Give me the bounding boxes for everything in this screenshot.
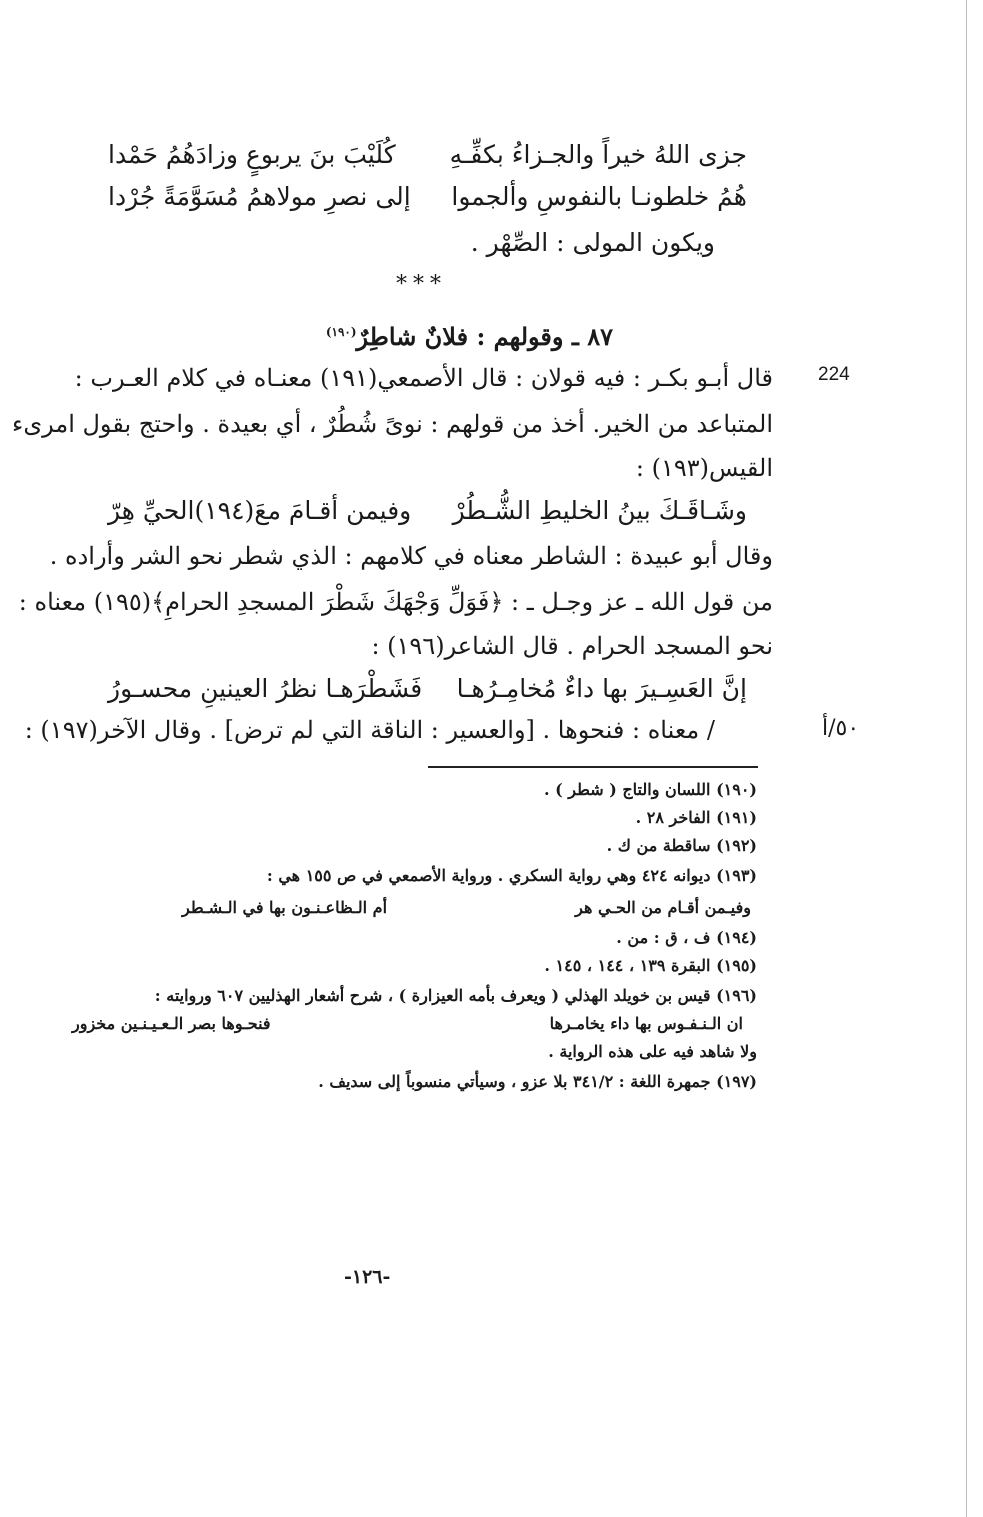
poem1-line1-right-hemistich: جزى اللهُ خيراً والجـزاءُ بكفِّـهِ <box>449 140 747 169</box>
text-line-yakun: ويكون المولى : الصِّهْر . <box>470 228 715 257</box>
footnote-196-verse-right: ان الـنـفـوس بها داء يخامـرها <box>549 1014 743 1033</box>
body-line-7: / معناه : فنحوها . [والعسير : الناقة التي لم ترض] . وقال الآخر(١٩٧) : <box>24 716 715 744</box>
page-number: -١٢٦- <box>344 1266 391 1288</box>
poem3-left-hemistich: فَشَطْرَهـا نظرُ العينينِ محسـورُ <box>108 674 423 703</box>
poem1-line2-left-hemistich: إلى نصرِ مولاهمُ مُسَوَّمَةً جُرْدا <box>108 182 411 211</box>
footnote-195: (١٩٥) البقرة ١٣٩ ، ١٤٤ ، ١٤٥ . <box>544 956 757 975</box>
body-line-1: قال أبـو بكـر : فيه قولان : قال الأصمعي(١٩١) معنـاه في كلام العـرب : <box>74 364 773 392</box>
footnote-196-note: ولا شاهد فيه على هذه الرواية . <box>548 1042 757 1061</box>
margin-manuscript-number: 224 <box>818 364 850 385</box>
footnote-193: (١٩٣) ديوانه ٤٢٤ وهي رواية السكري . ورواية الأصمعي في ص ١٥٥ هي : <box>266 866 757 885</box>
footnote-196: (١٩٦) قيس بن خويلد الهذلي ( ويعرف بأمه العيزارة ) ، شرح أشعار الهذليين ٦٠٧ وروايته : <box>154 986 757 1005</box>
heading-note-ref: (١٩٠) <box>325 325 357 339</box>
body-line-2: المتباعد من الخير. أخذ من قولهم : نوىً شُطُرٌ ، أي بعيدة . واحتج بقول امرىء <box>12 410 773 438</box>
poem3-right-hemistich: إنَّ العَسِـيرَ بها داءٌ مُخامِـرُهـا <box>456 674 747 703</box>
body-line-3: القيس(١٩٣) : <box>635 454 773 482</box>
section-heading <box>326 322 613 351</box>
footnote-197: (١٩٧) جمهرة اللغة : ٣٤١/٢ بلا عزو ، وسيأتي منسوباً إلى سديف . <box>318 1072 757 1091</box>
margin-folio-mark: ٥٠/أ <box>822 716 860 741</box>
footnote-196-verse-left: فنحـوها بصر الـعـيـنـين مخزور <box>72 1014 271 1033</box>
footnote-194: (١٩٤) ف ، ق : من . <box>616 928 757 947</box>
footnote-192: (١٩٢) ساقطة من ك . <box>606 836 757 855</box>
heading-text: ٨٧ ـ وقولهم : فلانٌ شاطِرٌ <box>356 322 613 351</box>
footnote-191: (١٩١) الفاخر ٢٨ . <box>635 808 757 827</box>
body-line-4: وقال أبو عبيدة : الشاطر معناه في كلامهم : الذي شطر نحو الشر وأراده . <box>49 542 773 570</box>
footnote-193-verse-left: أم الـظاعـنـون بها في الـشـطر <box>182 898 388 917</box>
footnote-193-verse-right: وفيـمن أقـام من الحـي هر <box>575 898 751 917</box>
body-line-6: نحو المسجد الحرام . قال الشاعر(١٩٦) : <box>371 632 773 660</box>
scan-edge-line <box>966 0 967 1517</box>
poem2-right-hemistich: وشَـاقَـكَ بينُ الخليطِ الشُّـطُرْ <box>452 496 747 525</box>
body-line-5: من قول الله ـ عز وجـل ـ : ﴿فَوَلِّ وَجْهَكَ شَطْرَ المسجدِ الحرامِ﴾(١٩٥) معناه : <box>18 588 773 616</box>
poem2-left-hemistich: وفيمن أقـامَ معَ(١٩٤)الحيِّ هِرّ <box>108 496 412 525</box>
footnote-190: (١٩٠) اللسان والتاج ( شطر ) . <box>543 780 757 799</box>
section-separator-stars: *** <box>396 272 447 297</box>
poem1-line1-left-hemistich: كُلَيْبَ بنَ يربوعٍ وزادَهُمُ حَمْدا <box>108 140 396 169</box>
poem1-line2-right-hemistich: هُمُ خلطونـا بالنفوسِ وألجموا <box>451 182 747 211</box>
footnote-separator-rule <box>428 766 758 768</box>
